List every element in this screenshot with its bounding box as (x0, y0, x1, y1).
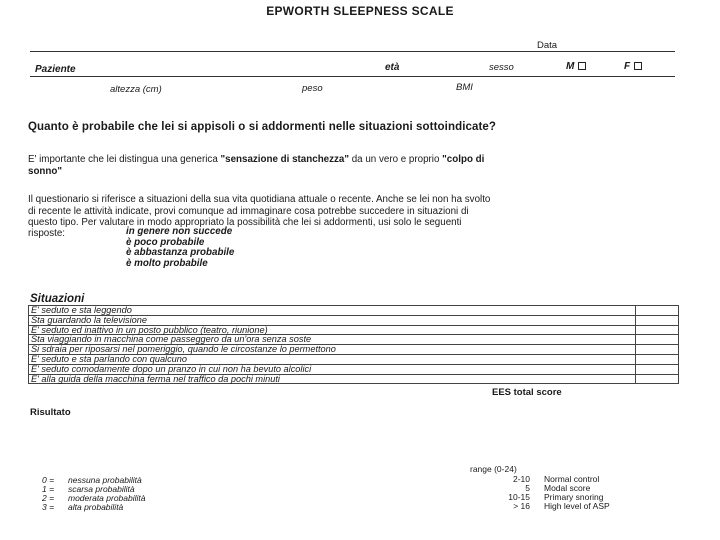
intro-term-sonno: sonno" (28, 166, 63, 177)
situation-text: Si sdraia per riposarsi nel pomeriggio, quando le circostanze lo permettono (29, 345, 636, 355)
range-label: Normal control (544, 474, 600, 484)
situation-text: Sta guardando la televisione (29, 315, 636, 325)
table-row (29, 306, 679, 316)
instructions-line-1: Il questionario si riferisce a situazioni della sua vita quotidiana attuale o recente. Anche se lei non ha svolto (28, 194, 491, 205)
situation-text: E' alla guida della macchina ferma nel traffico da pochi minuti (29, 374, 636, 384)
situation-text: E' seduto ed inattivo in un posto pubblico (teatro, riunione) (29, 325, 636, 335)
scale-item-2: è abbastanza probabile (126, 247, 235, 258)
scale-item-1: è poco probabile (126, 237, 205, 248)
data-underline (30, 51, 675, 52)
legend-code: 3 = (42, 502, 55, 512)
situations-title: Situazioni (30, 293, 85, 305)
legend-text: scarsa probabilità (68, 484, 135, 494)
range-value: 2-10 (512, 474, 530, 484)
eta-label: età (385, 62, 400, 73)
intro-pre: E' importante che lei distingua una generica (28, 154, 221, 165)
range-label: Primary snoring (544, 492, 604, 502)
instructions-line-3: questo tipo. Per valutare in modo appropriato la possibilità che lei si addormenti, usi solo le seguenti (28, 217, 462, 228)
situation-text: E' seduto e sta parlando con qualcuno (29, 354, 636, 364)
patient-underline (30, 76, 675, 77)
table-row (29, 364, 679, 374)
legend-code: 1 = (42, 484, 55, 494)
legend-text: moderata probabilità (68, 493, 146, 503)
data-label: Data (537, 40, 558, 51)
sex-female-label: F (624, 61, 631, 72)
scale-item-0: in genere non succede (126, 226, 233, 237)
sex-male-option[interactable] (566, 61, 586, 72)
range-value: 5 (525, 483, 530, 493)
legend-row (42, 503, 146, 512)
main-question: Quanto è probabile che lei si appisoli o si addormenti nelle situazioni sottoindicate? (28, 121, 497, 133)
instructions-line-2: di recente le attività indicate, provi comunque ad immaginare cosa potrebbe succedere in situazioni di (28, 206, 469, 217)
range-title: range (0-24) (470, 464, 517, 474)
sex-female-option[interactable] (624, 61, 642, 72)
range-row (470, 502, 610, 511)
score-cell[interactable] (636, 345, 679, 355)
score-cell[interactable] (636, 354, 679, 364)
situation-text: E' seduto comodamente dopo un pranzo in cui non ha bevuto alcolici (29, 364, 636, 374)
legend-code: 0 = (42, 475, 55, 485)
legend (42, 476, 146, 512)
sesso-label: sesso (489, 62, 514, 73)
table-row (29, 354, 679, 364)
altezza-label: altezza (cm) (110, 84, 162, 95)
table-row (29, 345, 679, 355)
total-score-label: EES total score (492, 387, 562, 398)
score-cell[interactable] (636, 374, 679, 384)
paziente-label: Paziente (35, 64, 76, 75)
intro-text (28, 154, 484, 166)
table-row (29, 374, 679, 384)
risultato-label: Risultato (30, 407, 71, 418)
legend-text: alta probabilità (68, 502, 124, 512)
legend-code: 2 = (42, 493, 55, 503)
situations-table (28, 305, 679, 384)
intro-term-stanchezza: "sensazione di stanchezza" (220, 154, 350, 165)
table-row (29, 315, 679, 325)
range-list (470, 475, 610, 511)
document-title: EPWORTH SLEEPNESS SCALE (266, 4, 454, 18)
range-label: High level of ASP (544, 501, 610, 511)
intro-mid: da un vero e proprio (349, 154, 443, 165)
sex-male-label: M (566, 61, 575, 72)
score-cell[interactable] (636, 306, 679, 316)
range-value: > 16 (513, 501, 530, 511)
intro-term-colpo: "colpo di (442, 154, 485, 165)
score-cell[interactable] (636, 315, 679, 325)
sex-male-checkbox[interactable] (578, 62, 586, 70)
bmi-label: BMI (456, 82, 473, 93)
situation-text: E' seduto e sta leggendo (29, 306, 636, 316)
scale-item-3: è molto probabile (126, 258, 208, 269)
situation-text: Sta viaggiando in macchina come passeggero da un'ora senza soste (29, 335, 636, 345)
sex-female-checkbox[interactable] (634, 62, 642, 70)
score-cell[interactable] (636, 325, 679, 335)
score-cell[interactable] (636, 364, 679, 374)
range-label: Modal score (544, 483, 591, 493)
peso-label: peso (302, 83, 323, 94)
range-value: 10-15 (508, 492, 530, 502)
score-cell[interactable] (636, 335, 679, 345)
instructions-line-4: risposte: (28, 228, 66, 239)
legend-text: nessuna probabilità (68, 475, 142, 485)
